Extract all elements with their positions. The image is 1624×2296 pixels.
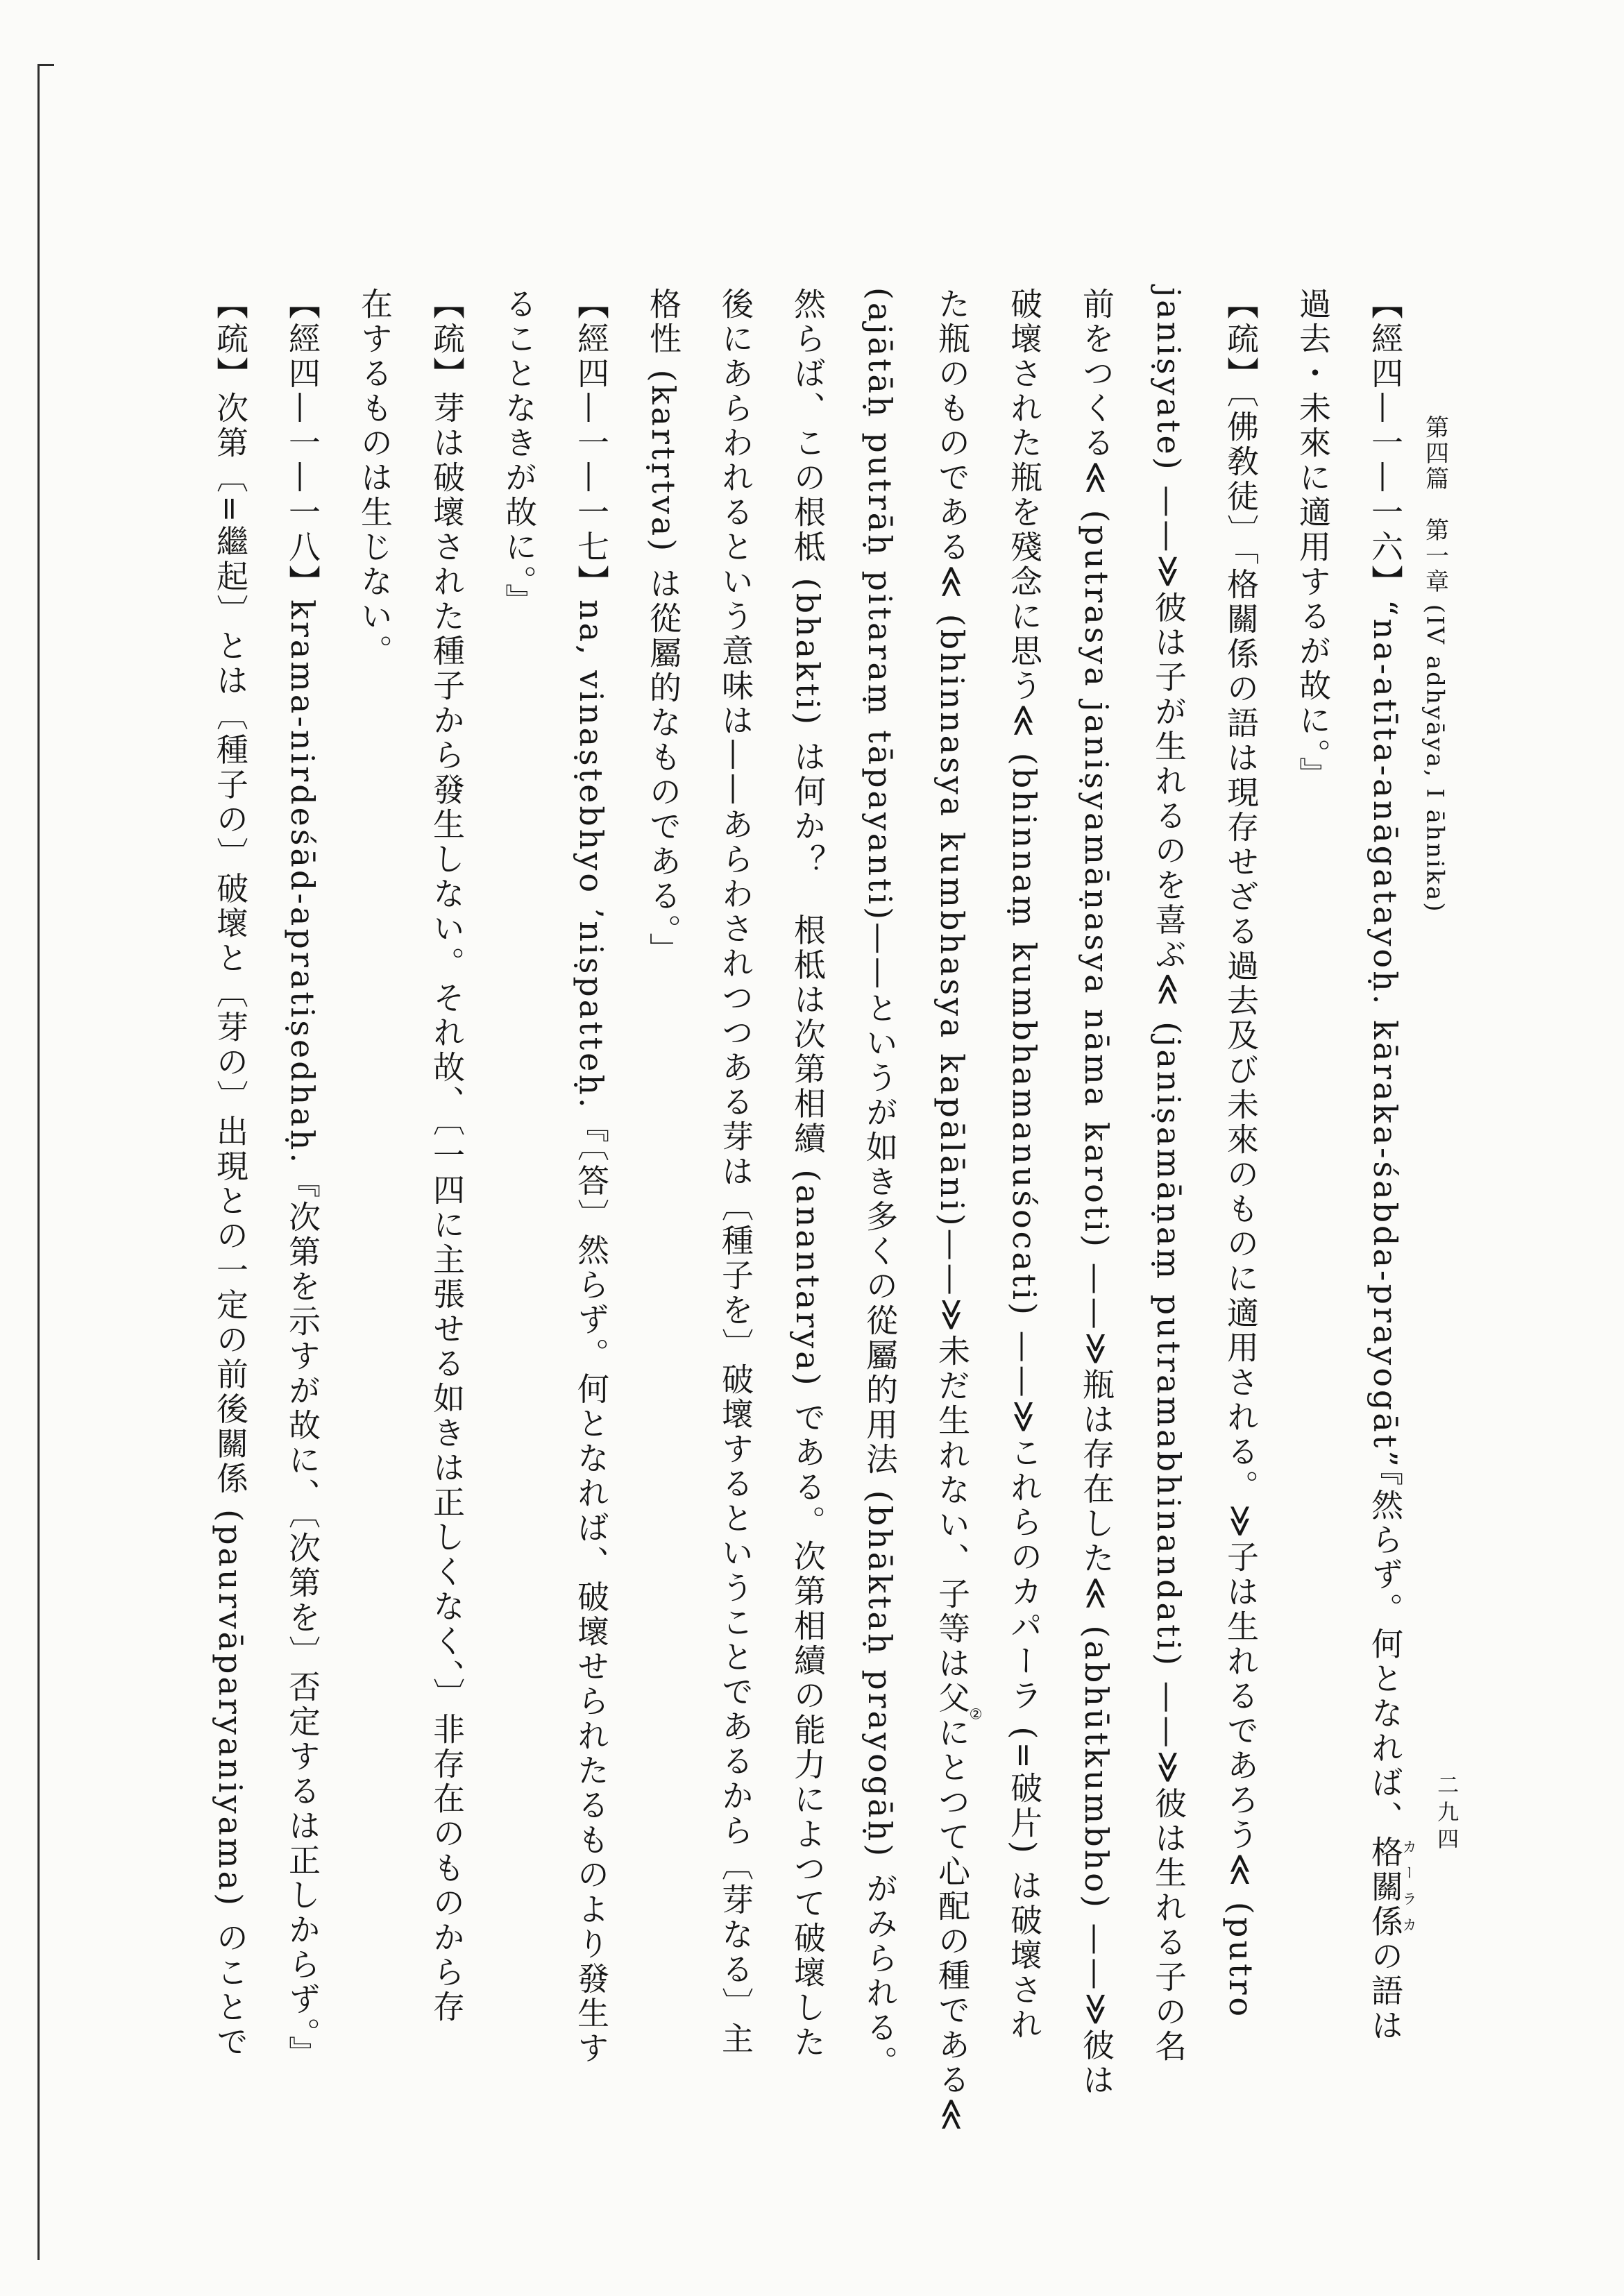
text-column: janiṣyate) ——≫彼は子が生れるのを喜ぶ≪ (janiṣamāṇaṃ putramabhinandati) ——≫彼は生れる子の名 [1150,287,1187,2064]
text-column-sho-commentary: 【疏】芽は破壞された種子から發生しない。それ故、〔一四に主張せる如きは正しくなく、〕非存在のものから存 [428,287,466,2025]
text-column: (ajātāḥ putrāḥ pitaraṃ tāpayanti)——というが如き多くの從屬的用法 (bhāktaḥ prayogāḥ) がみられる。 [861,287,899,2080]
text-column-sho-commentary: 【疏】次第〔=繼起〕とは〔種子の〕破壞と〔芽の〕出現との一定の前後關係 (paurvāparyaniyama) のことで [212,287,249,2060]
text-column: 格性 (kartṛtva) は從屬的なものである。」 [645,287,682,967]
text-column: 前をつくる≪ (putrasya janiṣyamāṇasya nāma karoti) ——≫瓶は存在した≪ (abhūtkumbho) ——≫彼は [1078,287,1115,2098]
body-text [193,287,1421,2147]
text-column: 過去・未來に適用するが故に。』 [1294,287,1332,792]
text-column: 後にあらわれるという意味は——あらわされつつある芽は〔種子を〕破壞するということであるから〔芽なる〕主 [717,287,754,2057]
text-column: ることなきが故に。』 [500,287,538,618]
text-column: 破壞された瓶を殘念に思う≪ (bhinnaṃ kumbhamanuśocati) ——≫これらのカパーラ (=破片) は破壞され [1006,287,1043,2043]
page-number: 二九四 [1433,1774,1459,1855]
text-column: た瓶のものである≪ (bhinnasya kumbhasya kapālāni)——≫未だ生れない、子等は父に②とつて心配の種である≪ [933,287,984,2134]
text-column: 在するものは生じない。 [356,287,394,669]
text-column-sho-commentary: 【疏】〔佛敎徒〕「格關係の語は現存せざる過去及び未來のものに適用される。≫子は生れるであろう≪ (putro [1222,287,1260,2020]
text-column: 然らば、この根柢 (bhakti) は何か？ 根柢は次第相續 (anantarya) である。次第相續の能力によつて破壞した [789,287,827,2061]
text-column-sutra-4-1-17: 【經四—一—一七】na, vinaṣṭebhyo ’niṣpatteḥ.『〔答〕然らず。何となれば、破壞せられたるものより發生す [573,287,610,2066]
text-column-sutra-4-1-16: 【經四—一—一六】“na-atīta-anāgatayoḥ. kāraka-śabda-prayogāt”『然らず。何となれば、格關係カーラカの語は [1367,287,1417,2043]
page-edge-tick [37,64,54,66]
page-edge-line [37,64,40,2260]
text-column-sutra-4-1-18: 【經四—一—一八】krama-nirdeśād-apratiṣedhaḥ.『次第を示すが故に、〔次第を〕否定するは正しからず。』 [284,287,321,2070]
running-head: 第四篇 第一章 (IV adhyāya, I āhnika) [1421,415,1449,914]
